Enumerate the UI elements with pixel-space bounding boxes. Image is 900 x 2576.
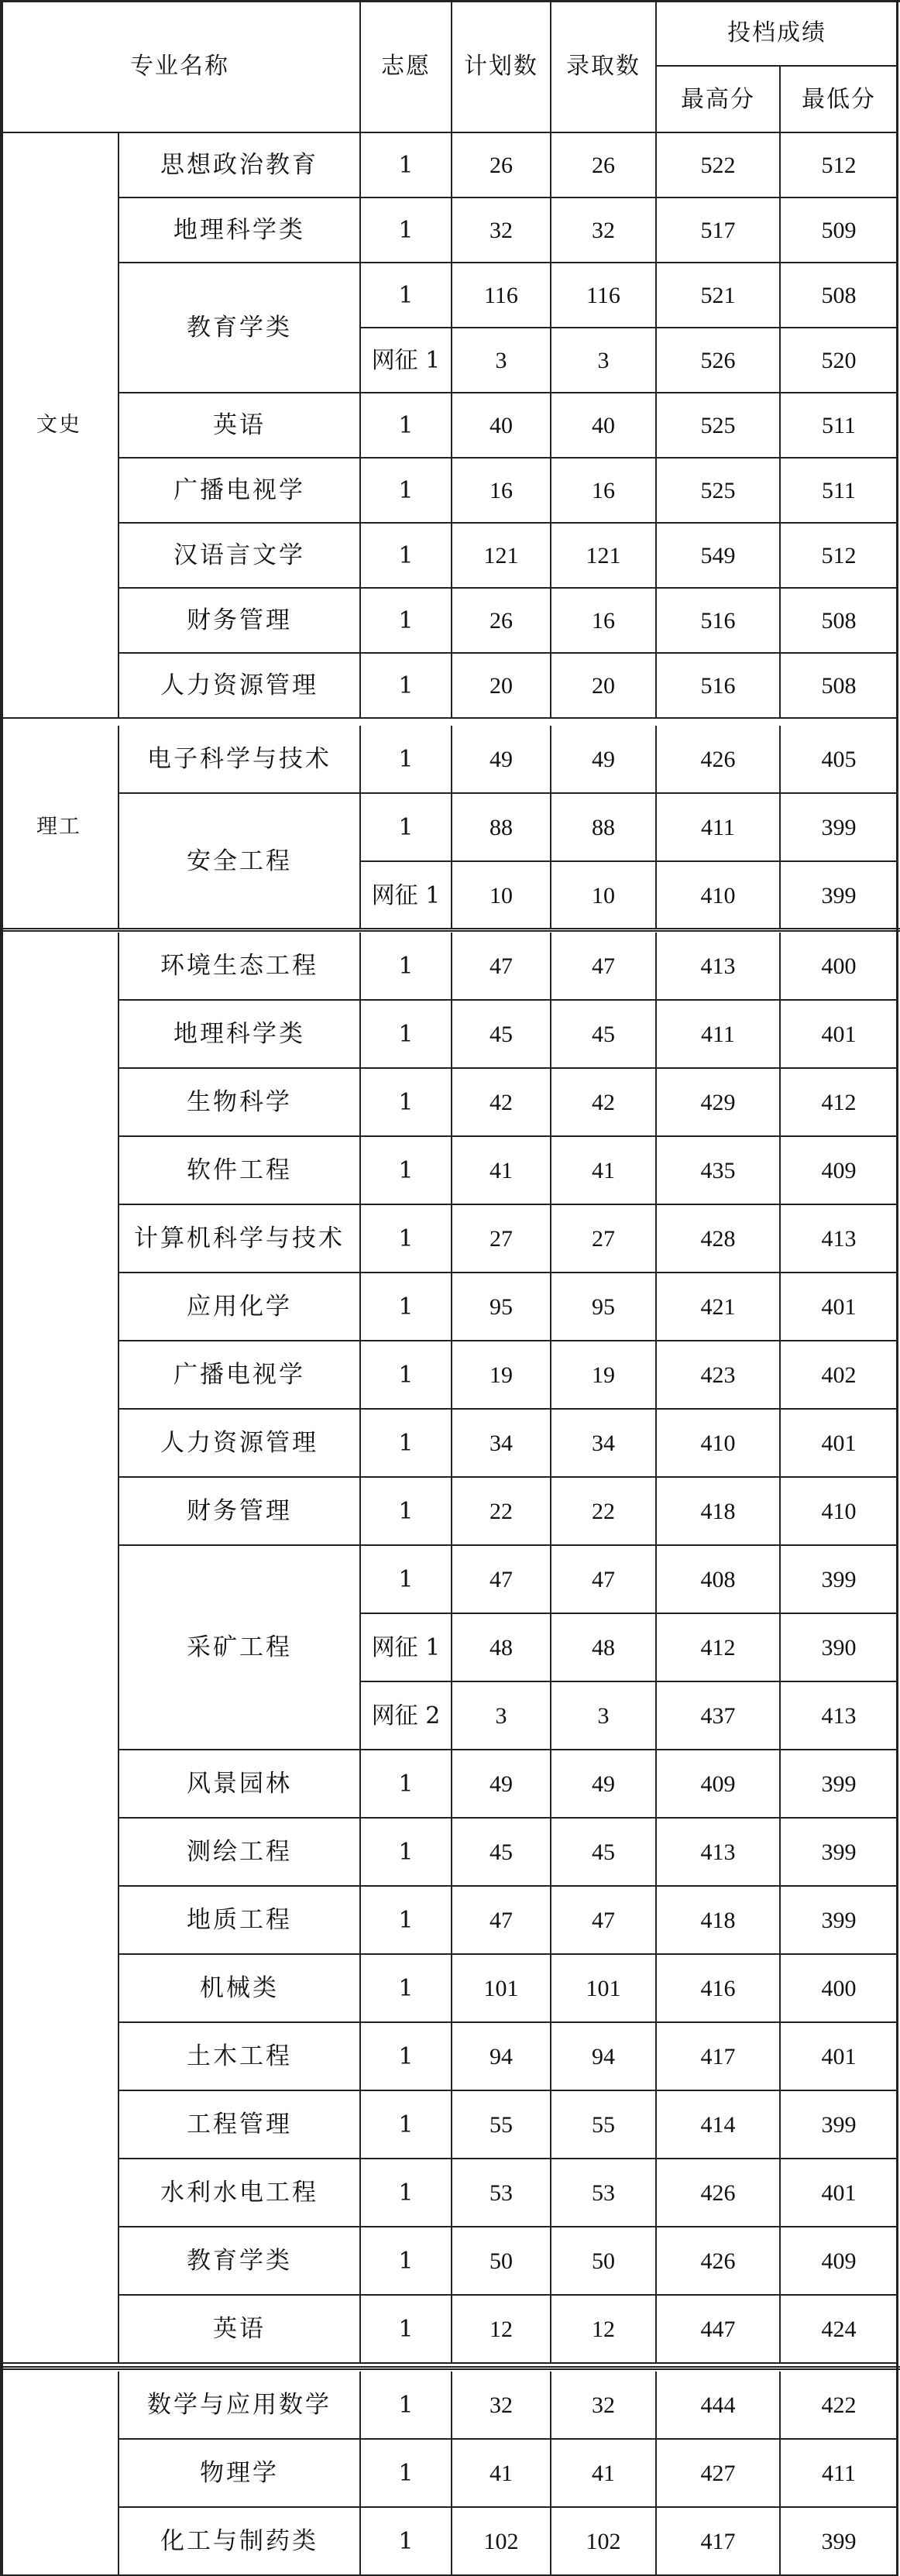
plan-count-cell: 50	[452, 2227, 551, 2296]
major-name: 思想政治教育	[119, 133, 361, 198]
plan-count-cell: 47	[452, 1887, 551, 1955]
header-min: 最低分	[781, 67, 898, 133]
volunteer-cell: 1	[361, 589, 452, 654]
plan-count-cell: 95	[452, 1273, 551, 1341]
category-cell	[0, 2372, 119, 2576]
group-separator	[0, 928, 900, 932]
admitted-count-cell: 3	[551, 328, 657, 393]
min-score-cell: 508	[781, 654, 898, 719]
max-score-cell: 426	[657, 2227, 781, 2296]
max-score-cell: 409	[657, 1750, 781, 1819]
major-name: 风景园林	[119, 1750, 361, 1819]
min-score-cell: 401	[781, 1410, 898, 1478]
min-score-cell: 412	[781, 1069, 898, 1137]
max-score-cell: 408	[657, 1546, 781, 1614]
plan-count-cell: 45	[452, 1819, 551, 1887]
admitted-count-cell: 49	[551, 1750, 657, 1819]
max-score-cell: 426	[657, 2159, 781, 2227]
volunteer-cell: 1	[361, 2159, 452, 2227]
volunteer-cell: 1	[361, 263, 452, 328]
plan-count-cell: 12	[452, 2296, 551, 2364]
max-score-cell: 444	[657, 2372, 781, 2440]
max-score-cell: 418	[657, 1887, 781, 1955]
plan-count-cell: 49	[452, 726, 551, 794]
volunteer-cell: 1	[361, 1955, 452, 2023]
max-score-cell: 427	[657, 2440, 781, 2508]
plan-count-cell: 40	[452, 393, 551, 459]
min-score-cell: 508	[781, 263, 898, 328]
max-score-cell: 423	[657, 1341, 781, 1410]
max-score-cell: 410	[657, 862, 781, 930]
volunteer-cell: 1	[361, 726, 452, 794]
min-score-cell: 409	[781, 1137, 898, 1205]
admitted-count-cell: 45	[551, 1001, 657, 1069]
min-score-cell: 413	[781, 1205, 898, 1273]
volunteer-cell: 网征 1	[361, 1614, 452, 1682]
plan-count-cell: 53	[452, 2159, 551, 2227]
major-name: 人力资源管理	[119, 654, 361, 719]
major-name: 环境生态工程	[119, 933, 361, 1001]
admitted-count-cell: 49	[551, 726, 657, 794]
plan-count-cell: 94	[452, 2023, 551, 2091]
major-name: 财务管理	[119, 589, 361, 654]
min-score-cell: 401	[781, 1273, 898, 1341]
major-name: 广播电视学	[119, 1341, 361, 1410]
major-name: 土木工程	[119, 2023, 361, 2091]
admitted-count-cell: 95	[551, 1273, 657, 1341]
admitted-count-cell: 20	[551, 654, 657, 719]
plan-count-cell: 26	[452, 589, 551, 654]
admitted-count-cell: 50	[551, 2227, 657, 2296]
max-score-cell: 417	[657, 2508, 781, 2576]
min-score-cell: 399	[781, 794, 898, 862]
admitted-count-cell: 26	[551, 133, 657, 198]
volunteer-cell: 1	[361, 794, 452, 862]
plan-count-cell: 27	[452, 1205, 551, 1273]
volunteer-cell: 1	[361, 1478, 452, 1546]
volunteer-cell: 1	[361, 2296, 452, 2364]
admitted-count-cell: 32	[551, 198, 657, 263]
major-name: 数学与应用数学	[119, 2372, 361, 2440]
admitted-count-cell: 48	[551, 1614, 657, 1682]
min-score-cell: 399	[781, 1887, 898, 1955]
min-score-cell: 520	[781, 328, 898, 393]
max-score-cell: 418	[657, 1478, 781, 1546]
max-score-cell: 525	[657, 393, 781, 459]
min-score-cell: 405	[781, 726, 898, 794]
admitted-count-cell: 47	[551, 1887, 657, 1955]
plan-count-cell: 41	[452, 1137, 551, 1205]
volunteer-cell: 1	[361, 1887, 452, 1955]
volunteer-cell: 1	[361, 524, 452, 589]
volunteer-cell: 1	[361, 1819, 452, 1887]
category-cell: 文史	[0, 133, 119, 719]
volunteer-cell: 1	[361, 2227, 452, 2296]
volunteer-cell: 1	[361, 1273, 452, 1341]
max-score-cell: 411	[657, 794, 781, 862]
major-name: 安全工程	[119, 794, 361, 930]
max-score-cell: 437	[657, 1682, 781, 1750]
header-max: 最高分	[657, 67, 781, 133]
max-score-cell: 411	[657, 1001, 781, 1069]
max-score-cell: 516	[657, 654, 781, 719]
min-score-cell: 411	[781, 2440, 898, 2508]
min-score-cell: 399	[781, 1819, 898, 1887]
min-score-cell: 413	[781, 1682, 898, 1750]
plan-count-cell: 55	[452, 2091, 551, 2159]
volunteer-cell: 1	[361, 133, 452, 198]
min-score-cell: 511	[781, 393, 898, 459]
header-major: 专业名称	[0, 0, 361, 133]
max-score-cell: 549	[657, 524, 781, 589]
plan-count-cell: 32	[452, 198, 551, 263]
min-score-cell: 400	[781, 933, 898, 1001]
min-score-cell: 390	[781, 1614, 898, 1682]
max-score-cell: 426	[657, 726, 781, 794]
major-name: 电子科学与技术	[119, 726, 361, 794]
min-score-cell: 512	[781, 524, 898, 589]
plan-count-cell: 101	[452, 1955, 551, 2023]
header-volunteer: 志愿	[361, 0, 452, 133]
plan-count-cell: 19	[452, 1341, 551, 1410]
header-score-group: 投档成绩	[657, 0, 898, 67]
min-score-cell: 400	[781, 1955, 898, 2023]
major-name: 测绘工程	[119, 1819, 361, 1887]
admitted-count-cell: 53	[551, 2159, 657, 2227]
volunteer-cell: 1	[361, 2091, 452, 2159]
admitted-count-cell: 34	[551, 1410, 657, 1478]
min-score-cell: 399	[781, 2091, 898, 2159]
plan-count-cell: 22	[452, 1478, 551, 1546]
min-score-cell: 509	[781, 198, 898, 263]
plan-count-cell: 47	[452, 1546, 551, 1614]
major-name: 教育学类	[119, 2227, 361, 2296]
min-score-cell: 399	[781, 862, 898, 930]
major-name: 计算机科学与技术	[119, 1205, 361, 1273]
major-name: 物理学	[119, 2440, 361, 2508]
plan-count-cell: 41	[452, 2440, 551, 2508]
min-score-cell: 508	[781, 589, 898, 654]
min-score-cell: 401	[781, 2023, 898, 2091]
min-score-cell: 424	[781, 2296, 898, 2364]
plan-count-cell: 16	[452, 459, 551, 524]
volunteer-cell: 1	[361, 2440, 452, 2508]
volunteer-cell: 1	[361, 1341, 452, 1410]
max-score-cell: 526	[657, 328, 781, 393]
plan-count-cell: 42	[452, 1069, 551, 1137]
plan-count-cell: 3	[452, 1682, 551, 1750]
plan-count-cell: 116	[452, 263, 551, 328]
admitted-count-cell: 42	[551, 1069, 657, 1137]
plan-count-cell: 32	[452, 2372, 551, 2440]
admitted-count-cell: 47	[551, 1546, 657, 1614]
volunteer-cell: 1	[361, 1069, 452, 1137]
admitted-count-cell: 47	[551, 933, 657, 1001]
max-score-cell: 522	[657, 133, 781, 198]
max-score-cell: 435	[657, 1137, 781, 1205]
max-score-cell: 428	[657, 1205, 781, 1273]
volunteer-cell: 1	[361, 1410, 452, 1478]
admitted-count-cell: 16	[551, 589, 657, 654]
plan-count-cell: 47	[452, 933, 551, 1001]
volunteer-cell: 1	[361, 2023, 452, 2091]
plan-count-cell: 102	[452, 2508, 551, 2576]
max-score-cell: 416	[657, 1955, 781, 2023]
table-right-border	[896, 0, 898, 2576]
max-score-cell: 413	[657, 933, 781, 1001]
major-name: 财务管理	[119, 1478, 361, 1546]
volunteer-cell: 网征 2	[361, 1682, 452, 1750]
major-name: 人力资源管理	[119, 1410, 361, 1478]
major-name: 广播电视学	[119, 459, 361, 524]
plan-count-cell: 26	[452, 133, 551, 198]
admitted-count-cell: 102	[551, 2508, 657, 2576]
volunteer-cell: 1	[361, 1205, 452, 1273]
header-admitted: 录取数	[551, 0, 657, 133]
volunteer-cell: 1	[361, 654, 452, 719]
max-score-cell: 521	[657, 263, 781, 328]
admitted-count-cell: 16	[551, 459, 657, 524]
max-score-cell: 417	[657, 2023, 781, 2091]
volunteer-cell: 1	[361, 459, 452, 524]
max-score-cell: 429	[657, 1069, 781, 1137]
plan-count-cell: 20	[452, 654, 551, 719]
volunteer-cell: 网征 1	[361, 328, 452, 393]
major-name: 汉语言文学	[119, 524, 361, 589]
volunteer-cell: 1	[361, 393, 452, 459]
major-name: 化工与制药类	[119, 2508, 361, 2576]
plan-count-cell: 121	[452, 524, 551, 589]
major-name: 水利水电工程	[119, 2159, 361, 2227]
volunteer-cell: 1	[361, 1546, 452, 1614]
plan-count-cell: 10	[452, 862, 551, 930]
plan-count-cell: 3	[452, 328, 551, 393]
min-score-cell: 402	[781, 1341, 898, 1410]
min-score-cell: 512	[781, 133, 898, 198]
admitted-count-cell: 55	[551, 2091, 657, 2159]
major-name: 采矿工程	[119, 1546, 361, 1750]
max-score-cell: 447	[657, 2296, 781, 2364]
plan-count-cell: 49	[452, 1750, 551, 1819]
major-name: 地理科学类	[119, 1001, 361, 1069]
admitted-count-cell: 94	[551, 2023, 657, 2091]
min-score-cell: 511	[781, 459, 898, 524]
max-score-cell: 517	[657, 198, 781, 263]
max-score-cell: 525	[657, 459, 781, 524]
min-score-cell: 401	[781, 1001, 898, 1069]
volunteer-cell: 1	[361, 933, 452, 1001]
max-score-cell: 414	[657, 2091, 781, 2159]
major-name: 英语	[119, 2296, 361, 2364]
admitted-count-cell: 88	[551, 794, 657, 862]
max-score-cell: 412	[657, 1614, 781, 1682]
volunteer-cell: 1	[361, 2508, 452, 2576]
plan-count-cell: 45	[452, 1001, 551, 1069]
major-name: 工程管理	[119, 2091, 361, 2159]
group-separator	[0, 2366, 900, 2370]
min-score-cell: 399	[781, 2508, 898, 2576]
volunteer-cell: 网征 1	[361, 862, 452, 930]
volunteer-cell: 1	[361, 2372, 452, 2440]
admitted-count-cell: 27	[551, 1205, 657, 1273]
min-score-cell: 422	[781, 2372, 898, 2440]
major-name: 教育学类	[119, 263, 361, 393]
major-name: 地质工程	[119, 1887, 361, 1955]
table-top-border	[0, 0, 900, 2]
category-cell: 理工	[0, 726, 119, 930]
min-score-cell: 399	[781, 1750, 898, 1819]
admitted-count-cell: 10	[551, 862, 657, 930]
plan-count-cell: 88	[452, 794, 551, 862]
max-score-cell: 516	[657, 589, 781, 654]
admitted-count-cell: 40	[551, 393, 657, 459]
admitted-count-cell: 101	[551, 1955, 657, 2023]
max-score-cell: 410	[657, 1410, 781, 1478]
major-name: 应用化学	[119, 1273, 361, 1341]
max-score-cell: 421	[657, 1273, 781, 1341]
table-left-border	[0, 0, 3, 2576]
volunteer-cell: 1	[361, 1750, 452, 1819]
plan-count-cell: 34	[452, 1410, 551, 1478]
admitted-count-cell: 22	[551, 1478, 657, 1546]
admitted-count-cell: 3	[551, 1682, 657, 1750]
volunteer-cell: 1	[361, 198, 452, 263]
major-name: 软件工程	[119, 1137, 361, 1205]
major-name: 机械类	[119, 1955, 361, 2023]
category-cell	[0, 933, 119, 2364]
admitted-count-cell: 12	[551, 2296, 657, 2364]
plan-count-cell: 48	[452, 1614, 551, 1682]
volunteer-cell: 1	[361, 1001, 452, 1069]
admitted-count-cell: 41	[551, 2440, 657, 2508]
header-plan: 计划数	[452, 0, 551, 133]
major-name: 地理科学类	[119, 198, 361, 263]
min-score-cell: 399	[781, 1546, 898, 1614]
admitted-count-cell: 121	[551, 524, 657, 589]
major-name: 英语	[119, 393, 361, 459]
admitted-count-cell: 19	[551, 1341, 657, 1410]
admitted-count-cell: 41	[551, 1137, 657, 1205]
admitted-count-cell: 32	[551, 2372, 657, 2440]
admitted-count-cell: 45	[551, 1819, 657, 1887]
min-score-cell: 409	[781, 2227, 898, 2296]
min-score-cell: 410	[781, 1478, 898, 1546]
admitted-count-cell: 116	[551, 263, 657, 328]
major-name: 生物科学	[119, 1069, 361, 1137]
min-score-cell: 401	[781, 2159, 898, 2227]
max-score-cell: 413	[657, 1819, 781, 1887]
volunteer-cell: 1	[361, 1137, 452, 1205]
